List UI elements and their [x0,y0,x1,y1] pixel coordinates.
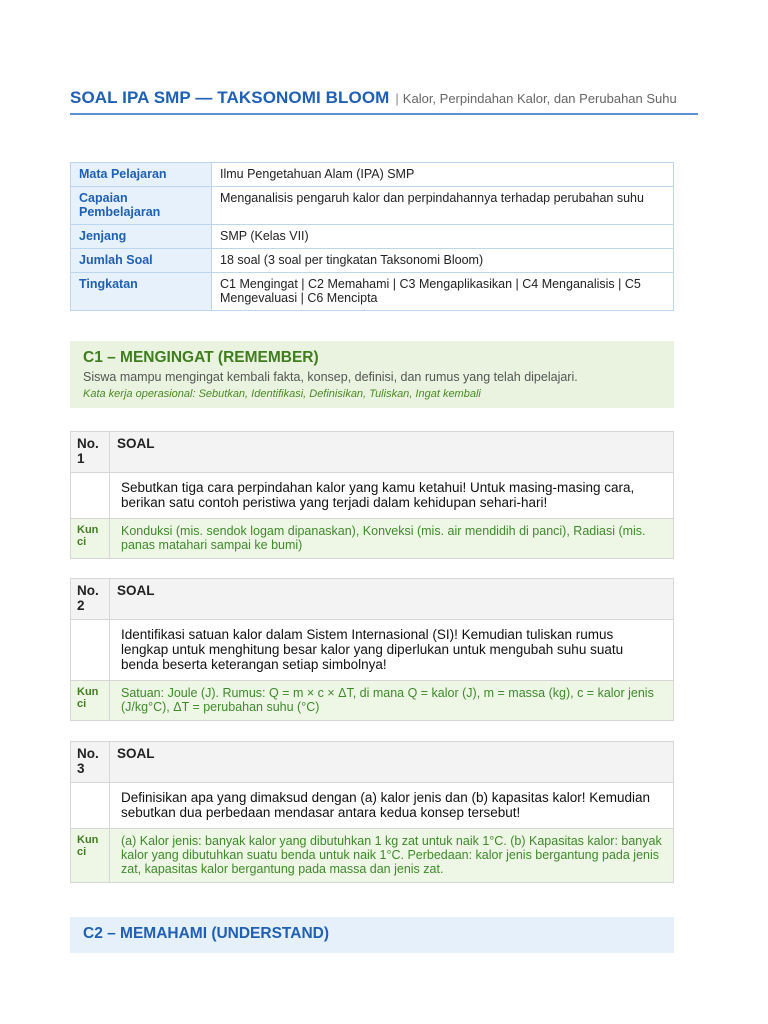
section-description: Siswa mampu mengingat kembali fakta, konsep, definisi, dan rumus yang telah dipelajari. [83,370,578,384]
metadata-label: Capaian Pembelajaran [71,187,212,225]
metadata-row [71,225,674,249]
question-number: No. 2 [71,579,110,620]
question-header-row [71,579,674,620]
answer-key-label: Kun ci [71,519,110,559]
metadata-table [70,162,674,311]
question-number: No. 1 [71,432,110,473]
metadata-value: C1 Mengingat | C2 Memahami | C3 Mengaplikasikan | C4 Menganalisis | C5 Mengevaluasi | C6 Mencipta [212,273,674,311]
question-header-row [71,742,674,783]
soal-label: SOAL [110,432,674,473]
metadata-label: Jenjang [71,225,212,249]
metadata-label: Jumlah Soal [71,249,212,273]
question-card-1 [70,431,674,559]
section-title: C1 – MENGINGAT (REMEMBER) [83,349,319,366]
question-text: Sebutkan tiga cara perpindahan kalor yang kamu ketahui! Untuk masing-masing cara, berikan satu contoh peristiwa yang terjadi dalam kehidupan sehari-hari! [110,473,674,519]
title-separator: | [395,91,399,106]
question-text-row [71,783,674,829]
question-header-row [71,432,674,473]
soal-label: SOAL [110,579,674,620]
metadata-row [71,249,674,273]
answer-key-label: Kun ci [71,681,110,721]
soal-label: SOAL [110,742,674,783]
question-text: Definisikan apa yang dimaksud dengan (a) kalor jenis dan (b) kapasitas kalor! Kemudian sebutkan dua perbedaan mendasar antara kedua konsep tersebut! [110,783,674,829]
metadata-row [71,163,674,187]
answer-key-row [71,681,674,721]
document-header [70,88,698,115]
metadata-value: Ilmu Pengetahuan Alam (IPA) SMP [212,163,674,187]
metadata-label: Tingkatan [71,273,212,311]
answer-key-row [71,519,674,559]
section-title: C2 – MEMAHAMI (UNDERSTAND) [83,925,329,942]
answer-key-label: Kun ci [71,829,110,883]
document-subtitle: Kalor, Perpindahan Kalor, dan Perubahan Suhu [402,91,677,106]
question-card-3 [70,741,674,883]
answer-key-text: Konduksi (mis. sendok logam dipanaskan), Konveksi (mis. air mendidih di panci), Radiasi (mis. panas matahari sampai ke bumi) [110,519,674,559]
metadata-value: Menganalisis pengaruh kalor dan perpindahannya terhadap perubahan suhu [212,187,674,225]
answer-key-row [71,829,674,883]
metadata-value: 18 soal (3 soal per tingkatan Taksonomi Bloom) [212,249,674,273]
answer-key-text: Satuan: Joule (J). Rumus: Q = m × c × ΔT, di mana Q = kalor (J), m = massa (kg), c = kalor jenis (J/kg°C), ΔT = perubahan suhu (°C) [110,681,674,721]
question-text-row [71,473,674,519]
question-text-row [71,620,674,681]
metadata-value: SMP (Kelas VII) [212,225,674,249]
question-number: No. 3 [71,742,110,783]
metadata-label: Mata Pelajaran [71,163,212,187]
question-card-2 [70,578,674,721]
metadata-row [71,187,674,225]
section-c2-header [70,917,674,953]
document-title: SOAL IPA SMP — TAKSONOMI BLOOM [70,88,390,107]
metadata-row [71,273,674,311]
section-c1-header [70,341,674,408]
section-verbs: Kata kerja operasional: Sebutkan, Identifikasi, Definisikan, Tuliskan, Ingat kembali [83,388,481,400]
question-text: Identifikasi satuan kalor dalam Sistem Internasional (SI)! Kemudian tuliskan rumus lengkap untuk menghitung besar kalor yang diperlukan untuk mengubah suhu suatu benda beserta keterangan setiap simbolnya! [110,620,674,681]
answer-key-text: (a) Kalor jenis: banyak kalor yang dibutuhkan 1 kg zat untuk naik 1°C. (b) Kapasitas kalor: banyak kalor yang dibutuhkan suatu benda untuk naik 1°C. Perbedaan: kalor jenis bergantung pada jenis zat, kapasitas kalor bergantung pada massa dan jenis zat. [110,829,674,883]
